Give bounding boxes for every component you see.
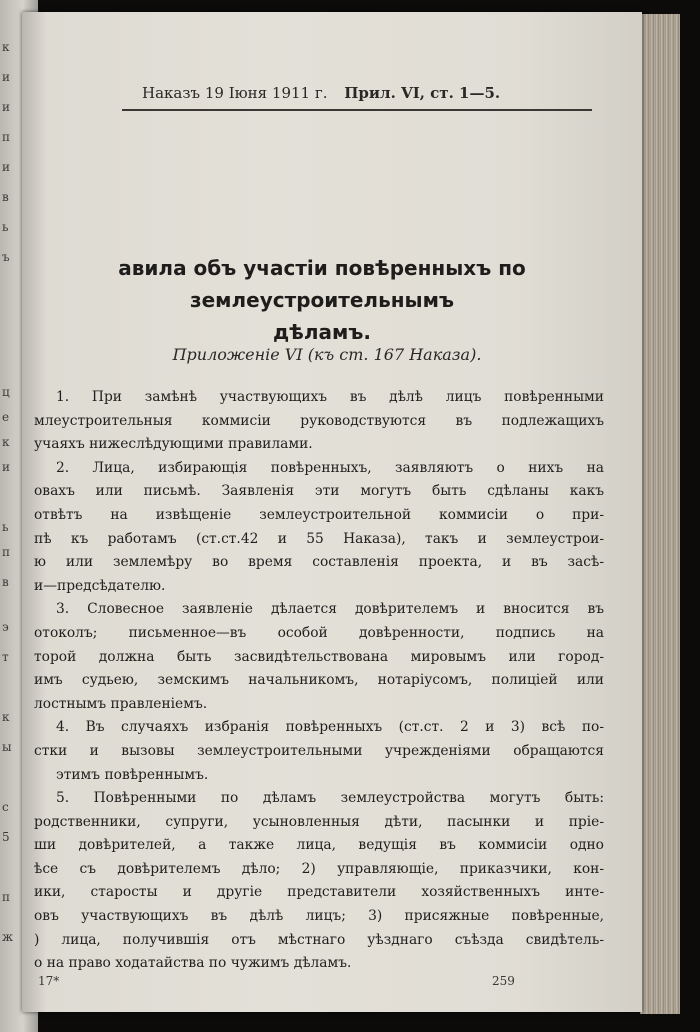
body-line: 5. Повѣренными по дѣламъ землеустройства могутъ быть:: [56, 790, 604, 807]
page-number: 259: [492, 974, 515, 988]
body-line: родственники, супруги, усыновленныя дѣти, пасынки и пріе-: [34, 813, 604, 830]
body-line: учаяхъ нижеслѣдующими правилами.: [34, 436, 313, 453]
signature-mark: 17*: [38, 974, 60, 988]
header-right: Прил. VI, ст. 1—5.: [344, 84, 501, 102]
body-line: отвѣтъ на извѣщеніе землеустроительной коммисіи о при-: [34, 506, 604, 523]
body-line: ики, старосты и другіе представители хозяйственныхъ инте-: [34, 884, 604, 901]
page-title: [22, 252, 622, 348]
header-rule: [122, 109, 592, 111]
body-line: торой должна быть засвидѣтельствована мировымъ или город-: [34, 648, 604, 665]
page-edges: [640, 14, 680, 1014]
left-page-fragment: п: [2, 890, 10, 904]
book-page: [22, 12, 642, 1012]
body-line: и—предсѣдателю.: [34, 577, 166, 594]
left-page-fragment: ъ: [2, 250, 10, 264]
body-line: ши довѣрителей, а также лица, ведущія въ коммисіи одно: [34, 837, 604, 854]
body-line: млеустроительныя коммисіи руководствуются въ подлежащихъ: [34, 412, 604, 429]
body-line: пѣ къ работамъ (ст.ст.42 и 55 Наказа), такъ и землеустрои-: [34, 530, 604, 547]
left-page-fragment: в: [2, 575, 9, 589]
running-header: [142, 84, 592, 102]
body-line: 4. Въ случаяхъ избранія повѣренныхъ (ст.ст. 2 и 3) всѣ по-: [56, 719, 604, 736]
body-line: 2. Лица, избирающія повѣренныхъ, заявляютъ о нихъ на: [56, 459, 604, 476]
left-page-fragment: ы: [2, 740, 12, 754]
body-line: ю или землемѣру во время составленія проекта, и въ засѣ-: [34, 554, 604, 571]
body-line: овъ участвующихъ въ дѣлѣ лицъ; 3) присяжные повѣренные,: [34, 908, 604, 925]
body-line: отоколъ; письменное—въ особой довѣренности, подпись на: [34, 624, 604, 641]
left-page-fragment: ц: [2, 385, 10, 399]
left-page-fragment: к: [2, 40, 10, 54]
left-page-fragment: и: [2, 70, 10, 84]
left-page-fragment: т: [2, 650, 9, 664]
left-page-fragment: с: [2, 800, 9, 814]
body-line: этимъ повѣреннымъ.: [56, 766, 209, 783]
left-page-fragment: к: [2, 435, 10, 449]
left-page-fragment: ь: [2, 220, 9, 234]
title-line-2: дѣламъ.: [273, 320, 371, 344]
body-text: [34, 386, 604, 976]
left-page-fragment: к: [2, 710, 10, 724]
body-line: о на право ходатайства по чужимъ дѣламъ.: [34, 955, 352, 972]
left-page-fragment: е: [2, 410, 10, 424]
left-page-fragment: ь: [2, 520, 9, 534]
left-page-fragment: и: [2, 100, 10, 114]
left-page-fragment: в: [2, 190, 9, 204]
left-page-fragment: и: [2, 460, 10, 474]
left-page-fragment: п: [2, 545, 10, 559]
header-left: Наказъ 19 Іюня 1911 г.: [142, 84, 328, 102]
page-subtitle: Приложеніе VI (къ ст. 167 Наказа).: [172, 345, 482, 364]
left-page-fragment: ж: [2, 930, 14, 944]
left-page-fragment: и: [2, 160, 10, 174]
left-page-fragment: п: [2, 130, 10, 144]
body-line: ) лица, получившія отъ мѣстнаго уѣзднаго съѣзда свидѣтель-: [34, 931, 604, 948]
title-line-1: авила объ участіи повѣренныхъ по землеустроительнымъ: [118, 256, 526, 312]
body-line: ѣсе съ довѣрителемъ дѣло; 2) управляющіе, приказчики, кон-: [34, 860, 604, 877]
body-line: имъ судьею, земскимъ начальникомъ, нотаріусомъ, полиціей или: [34, 672, 604, 689]
body-line: овахъ или письмѣ. Заявленія эти могутъ быть сдѣланы какъ: [34, 483, 604, 500]
body-line: 1. При замѣнѣ участвующихъ въ дѣлѣ лицъ повѣренными: [56, 389, 604, 405]
body-line: лостнымъ правленіемъ.: [34, 695, 208, 712]
body-line: 3. Словесное заявленіе дѣлается довѣрителемъ и вносится въ: [56, 601, 604, 618]
left-page-fragment: э: [2, 620, 9, 634]
left-page-fragment: 5: [2, 830, 10, 844]
body-line: стки и вызовы землеустроительными учрежденіями обращаются: [34, 742, 604, 759]
